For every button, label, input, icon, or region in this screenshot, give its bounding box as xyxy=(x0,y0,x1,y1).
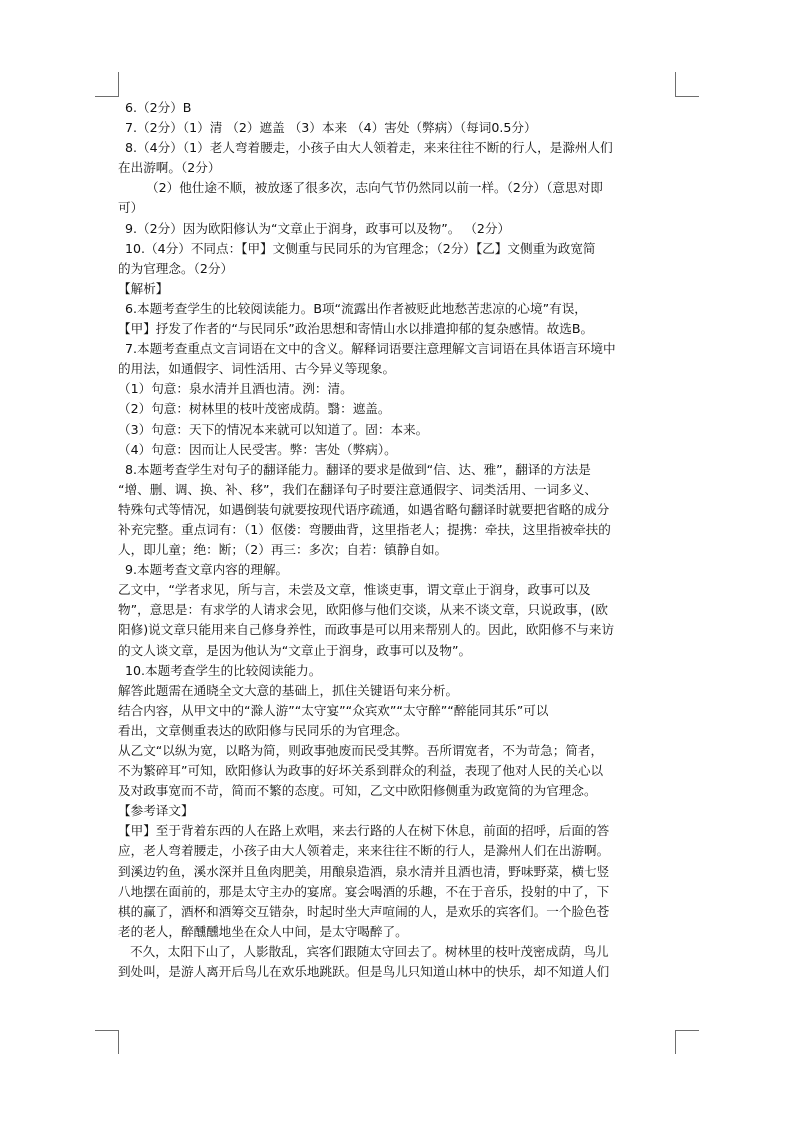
document-body xyxy=(118,98,678,982)
crop-mark-top-right-horizontal xyxy=(675,96,699,97)
text-line: 可） xyxy=(118,200,144,216)
text-line: 的为官理念。（2分） xyxy=(118,260,234,276)
crop-mark-bottom-right-horizontal xyxy=(675,1030,699,1031)
text-line: 在出游啊。（2分） xyxy=(118,160,221,176)
text-line: 的用法，如通假字、词性活用、古今异义等现象。 xyxy=(118,361,396,377)
text-line: 特殊句式等情况，如遇倒装句就要按现代语序疏通，如遇省略句翻译时就要把省略的成分 xyxy=(118,501,610,517)
text-line: 7.（2分）（1）清 （2）遮盖 （3）本来 （4）害处（弊病）（每词0.5分） xyxy=(125,120,537,136)
text-line: 人，即儿童；绝：断；（2）再三：多次；自若：镇静自如。 xyxy=(118,542,448,558)
text-line: 【解析】 xyxy=(118,280,169,296)
text-line: 阳修)说文章只能用来自己修身养性，而政事是可以用来帮别人的。因此，欧阳修不与来访 xyxy=(118,622,615,638)
text-line: 10.本题考查学生的比较阅读能力。 xyxy=(125,662,322,678)
text-line: 9.（2分）因为欧阳修认为“文章止于润身，政事可以及物”。 （2分） xyxy=(125,220,511,236)
text-line: 棋的赢了，酒杯和酒筹交互错杂，时起时坐大声喧闹的人，是欢乐的宾客们。一个脸色苍 xyxy=(118,903,610,919)
text-line: 【甲】至于背着东西的人在路上欢唱，来去行路的人在树下休息，前面的招呼，后面的答 xyxy=(118,823,610,839)
text-line: （1）句意：泉水清并且酒也清。洌：清。 xyxy=(118,381,353,397)
text-line: （4）句意：因而让人民受害。弊：害处（弊病）。 xyxy=(118,441,397,457)
text-line: 6.（2分）B xyxy=(125,100,192,115)
text-line: 8.（4分）（1）老人弯着腰走，小孩子由大人领着走，来来往往不断的行人，是滁州人们 xyxy=(125,140,613,156)
text-line: 6.本题考查学生的比较阅读能力。B项“流露出作者被贬此地愁苦悲凉的心境”有误， xyxy=(125,300,587,316)
text-line: 补充完整。重点词有：（1）伛偻：弯腰曲背，这里指老人；提携：牵扶，这里指被牵扶的 xyxy=(118,521,611,537)
crop-mark-top-left-horizontal xyxy=(95,96,119,97)
text-line: 解答此题需在通晓全文大意的基础上，抓住关键语句来分析。 xyxy=(118,682,459,698)
crop-mark-bottom-left-horizontal xyxy=(95,1030,119,1031)
text-line: 看出，文章侧重表达的欧阳修与民同乐的为官理念。 xyxy=(118,722,408,738)
text-line: 到溪边钓鱼，溪水深并且鱼肉肥美，用酿泉造酒，泉水清并且酒也清，野味野菜，横七竖 xyxy=(118,863,610,879)
text-line: 及对政事宽而不苛，简而不繁的态度。可知，乙文中欧阳修侧重为政宽简的为官理念。 xyxy=(118,783,597,799)
text-line: 【参考译文】 xyxy=(118,803,194,819)
text-line: 【甲】抒发了作者的“与民同乐”政治思想和寄情山水以排遣抑郁的复杂感情。故选B。 xyxy=(118,321,594,337)
crop-mark-top-right-vertical xyxy=(675,72,676,96)
text-line: 从乙文“以纵为宽，以略为简，则政事弛废而民受其弊。吾所谓宽者，不为苛急；简者， xyxy=(118,743,604,758)
crop-mark-top-left-vertical xyxy=(118,72,119,96)
text-line: 9.本题考查文章内容的理解。 xyxy=(125,562,289,578)
text-line: 乙文中，“学者求见，所与言，未尝及文章，惟谈吏事，谓文章止于润身，政事可以及 xyxy=(118,582,591,598)
text-line: （2）他仕途不顺，被放逐了很多次，志向气节仍然同以前一样。（2分）（意思对即 xyxy=(146,180,603,196)
text-line: 7.本题考查重点文言词语在文中的含义。解释词语要注意理解文言词语在具体语言环境中 xyxy=(125,341,616,357)
text-line: （3）句意：天下的情况本来就可以知道了。固：本来。 xyxy=(118,421,429,437)
crop-mark-bottom-right-vertical xyxy=(675,1030,676,1054)
text-line: 8.本题考查学生对句子的翻译能力。翻译的要求是做到“信、达、雅”，翻译的方法是 xyxy=(125,461,591,477)
text-line: 结合内容，从甲文中的“滁人游”“太守宴”“众宾欢”“太守醉”“醉能同其乐”可以 xyxy=(118,702,549,718)
text-line: （2）句意：树林里的枝叶茂密成荫。翳：遮盖。 xyxy=(118,401,391,417)
text-line: 物”，意思是：有求学的人请求会见，欧阳修与他们交谈，从来不谈文章，只说政事，(欧 xyxy=(118,602,609,618)
text-line: 的文人谈文章，是因为他认为“文章止于润身，政事可以及物”。 xyxy=(118,642,472,658)
text-line: 八地摆在面前的，那是太守主办的宴席。宴会喝酒的乐趣，不在于音乐，投射的中了，下 xyxy=(118,883,610,899)
text-line: 到处叫，是游人离开后鸟儿在欢乐地跳跃。但是鸟儿只知道山林中的快乐，却不知道人们 xyxy=(118,964,610,980)
text-line: “增、删、调、换、补、移”，我们在翻译句子时要注意通假字、词类活用、一词多义、 xyxy=(118,481,598,497)
text-line: 老的老人，醉醺醺地坐在众人中间，是太守喝醉了。 xyxy=(118,923,408,939)
text-line: 不久，太阳下山了，人影散乱，宾客们跟随太守回去了。树林里的枝叶茂密成荫，鸟儿 xyxy=(130,943,609,959)
text-line: 应，老人弯着腰走，小孩子由大人领着走，来来往往不断的行人，是滁州人们在出游啊。 xyxy=(118,843,610,859)
text-line: 10.（4分）不同点：【甲】文侧重与民同乐的为官理念；（2分）【乙】文侧重为政宽简 xyxy=(125,240,596,256)
crop-mark-bottom-left-vertical xyxy=(118,1030,119,1054)
text-line: 不为繁碎耳”可知，欧阳修认为政事的好坏关系到群众的利益，表现了他对人民的关心以 xyxy=(118,763,604,779)
